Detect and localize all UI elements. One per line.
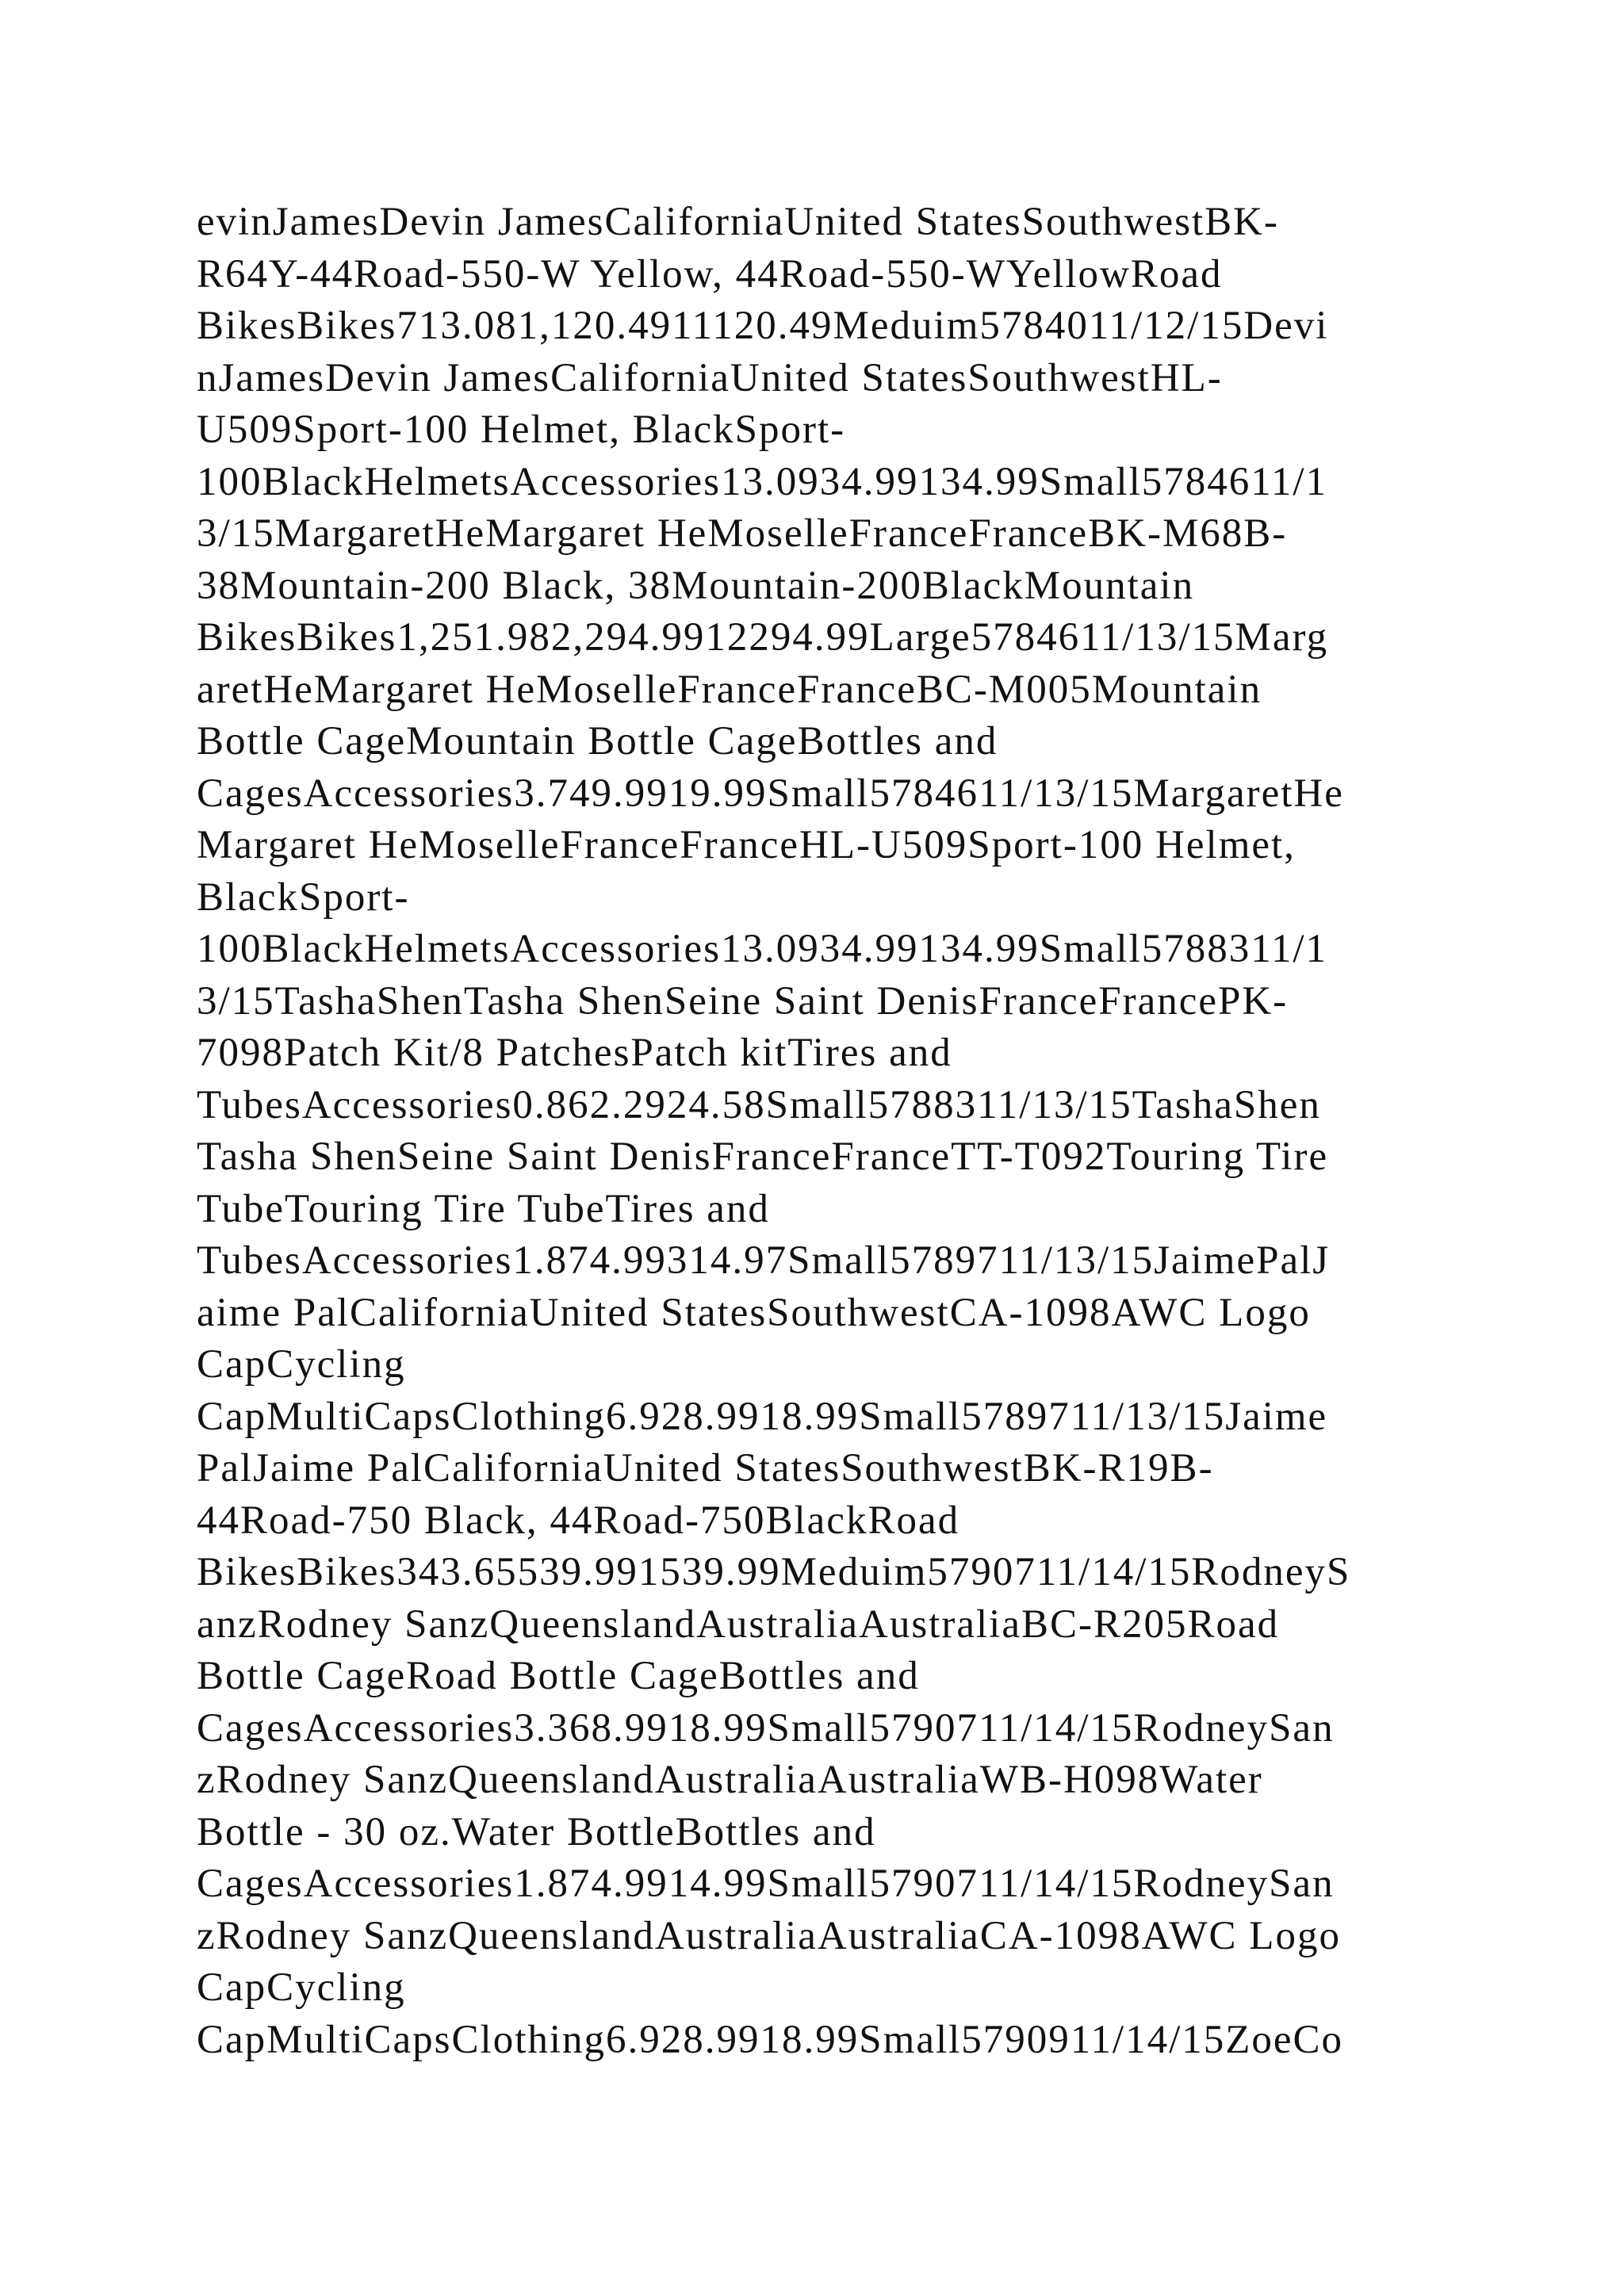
text-line: BikesBikes713.081,120.4911120.49Meduim5784011/12/15Devi (197, 304, 1329, 348)
text-line: R64Y-44Road-550-W Yellow, 44Road-550-WYellowRoad (197, 251, 1223, 297)
text-line: PalJaime PalCaliforniaUnited StatesSouthwestBK-R19B- (197, 1446, 1214, 1490)
text-line: CapMultiCapsClothing6.928.9918.99Small5790911/14/15ZoeCo (197, 2017, 1344, 2062)
text-line: anzRodney SanzQueenslandAustraliaAustraliaBC-R205Road (197, 1601, 1280, 1647)
text-line: Bottle - 30 oz.Water BottleBottles and (197, 1809, 876, 1854)
text-line: 3/15MargaretHeMargaret HeMoselleFranceFranceBK-M68B- (197, 511, 1288, 556)
text-line: CagesAccessories3.749.9919.99Small5784611/13/15MargaretHe (197, 771, 1344, 816)
text-line: CapCycling (197, 1342, 406, 1387)
text-line: 100BlackHelmetsAccessories13.0934.99134.99Small5788311/1 (197, 927, 1328, 971)
text-line: Margaret HeMoselleFranceFranceHL-U509Sport-100 Helmet, (197, 823, 1296, 867)
text-line: 100BlackHelmetsAccessories13.0934.99134.99Small5784611/1 (197, 459, 1328, 504)
text-line: zRodney SanzQueenslandAustraliaAustraliaCA-1098AWC Logo (197, 1913, 1341, 1958)
text-line: TubesAccessories0.862.2924.58Small5788311/13/15TashaShen (197, 1082, 1321, 1127)
text-line: CagesAccessories3.368.9918.99Small5790711/14/15RodneySan (197, 1705, 1335, 1751)
text-line: TubesAccessories1.874.99314.97Small5789711/13/15JaimePalJ (197, 1238, 1331, 1283)
text-line: CagesAccessories1.874.9914.99Small5790711/14/15RodneySan (197, 1862, 1335, 1906)
text-line: 38Mountain-200 Black, 38Mountain-200BlackMountain (197, 563, 1195, 608)
text-line: Bottle CageMountain Bottle CageBottles and (197, 719, 998, 763)
text-line: 3/15TashaShenTasha ShenSeine Saint DenisFranceFrancePK- (197, 978, 1289, 1024)
text-line: aretHeMargaret HeMoselleFranceFranceBC-M005Mountain (197, 667, 1262, 712)
text-line: evinJamesDevin JamesCaliforniaUnited StatesSouthwestBK- (197, 200, 1279, 244)
text-line: CapCycling (197, 1965, 406, 2010)
text-line: BikesBikes1,251.982,294.9912294.99Large5784611/13/15Marg (197, 615, 1329, 660)
text-line: nJamesDevin JamesCaliforniaUnited StatesSouthwestHL- (197, 355, 1223, 400)
text-line: aime PalCaliforniaUnited StatesSouthwestCA-1098AWC Logo (197, 1290, 1311, 1335)
text-line: BlackSport- (197, 874, 410, 920)
text-line: CapMultiCapsClothing6.928.9918.99Small5789711/13/15Jaime (197, 1394, 1328, 1439)
text-line: TubeTouring Tire TubeTires and (197, 1186, 770, 1231)
body-text (197, 197, 1450, 2066)
text-line: BikesBikes343.65539.991539.99Meduim5790711/14/15RodneyS (197, 1550, 1351, 1594)
text-line: Bottle CageRoad Bottle CageBottles and (197, 1654, 920, 1698)
text-line: U509Sport-100 Helmet, BlackSport- (197, 408, 846, 452)
text-line: zRodney SanzQueenslandAustraliaAustraliaWB-H098Water (197, 1758, 1263, 1802)
text-line: 7098Patch Kit/8 PatchesPatch kitTires and (197, 1031, 952, 1075)
text-line: Tasha ShenSeine Saint DenisFranceFranceTT-T092Touring Tire (197, 1135, 1329, 1179)
text-line: 44Road-750 Black, 44Road-750BlackRoad (197, 1498, 960, 1543)
